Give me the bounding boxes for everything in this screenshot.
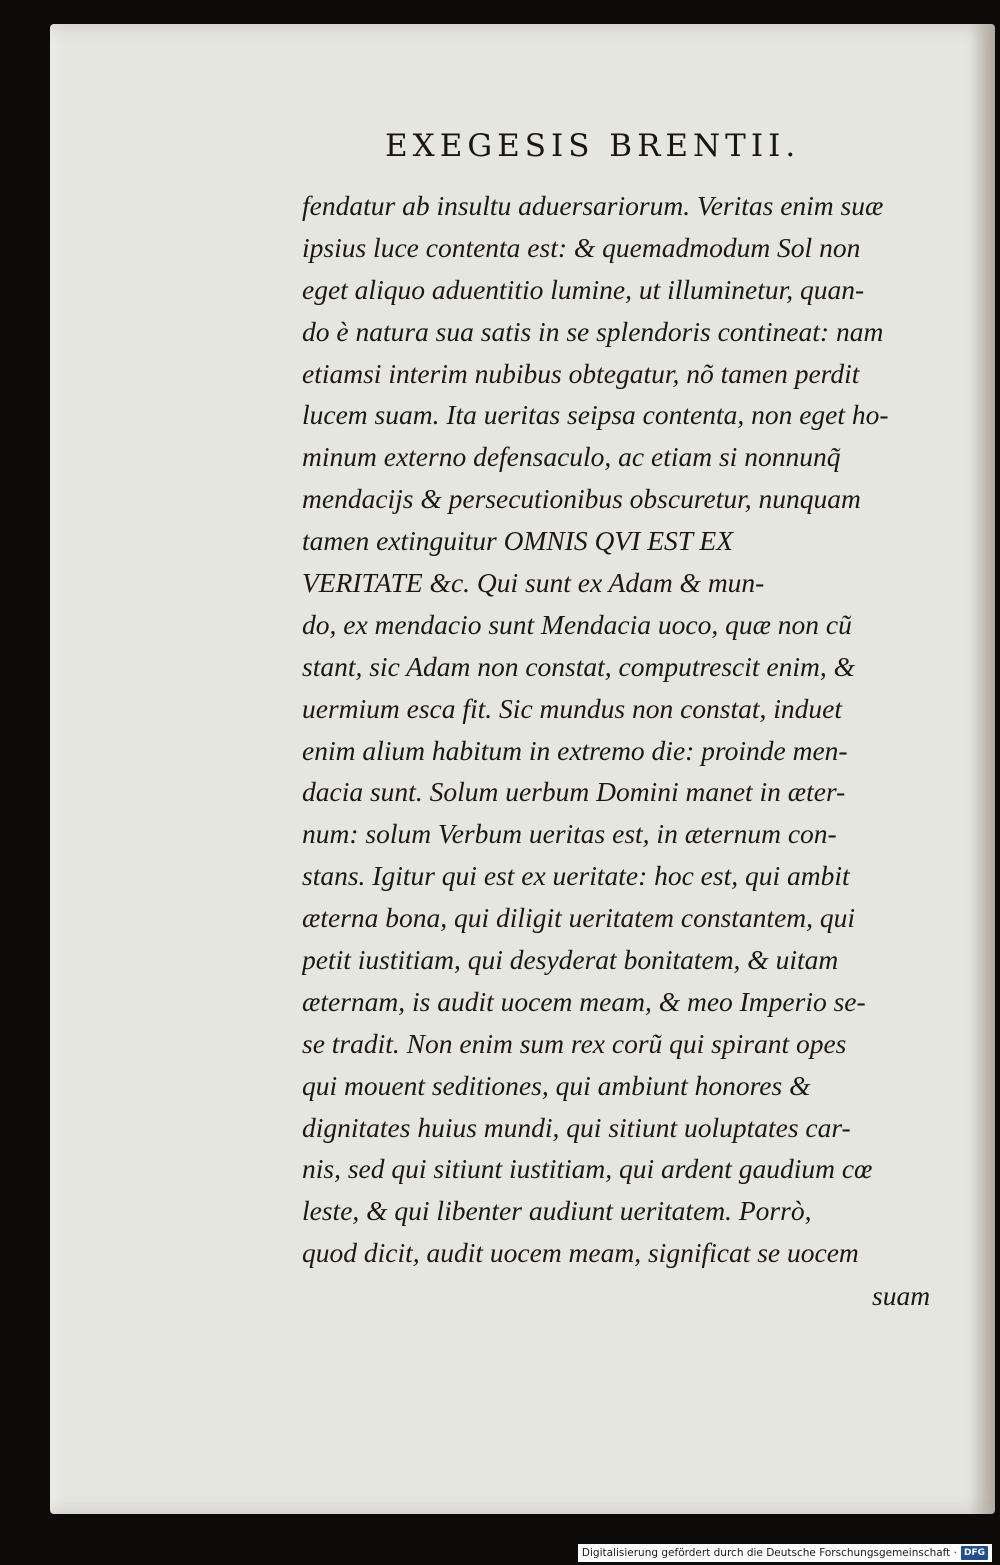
text-line: eget aliquo aduentitio lumine, ut illuminetur, quan- [302,273,865,305]
text-line: do è natura sua satis in se splendoris contineat: nam [302,315,884,347]
page-edge-shadow [969,24,995,1514]
text-line: fendatur ab insultu aduersariorum. Veritas enim suæ [302,190,884,221]
text-line: VERITATE &c. Qui sunt ex Adam & mun- [302,567,765,599]
text-line: ipsius luce contenta est: & quemadmodum Sol non [302,231,861,263]
text-line: qui mouent seditiones, qui ambiunt honores & [302,1069,811,1101]
text-line: enim alium habitum in extremo die: proinde men- [302,734,848,766]
dfg-logo-icon: DFG [961,1546,988,1560]
text-line: petit iustitiam, qui desyderat bonitatem, & uitam [302,944,839,976]
text-line: se tradit. Non enim sum rex corũ qui spirant opes [302,1027,847,1059]
text-line: etiamsi interim nubibus obtegatur, nõ tamen perdit [302,357,860,389]
text-line: quod dicit, audit uocem meam, significat se uocem [302,1237,859,1269]
text-line: do, ex mendacio sunt Mendacia uoco, quæ non cũ [302,608,852,640]
text-line: stant, sic Adam non constat, computrescit enim, & [302,650,856,682]
text-line: stans. Igitur qui est ex ueritate: hoc est, qui ambit [302,860,850,892]
text-line: æternam, is audit uocem meam, & meo Imperio se- [302,985,866,1017]
text-line: leste, & qui libenter audiunt ueritatem. Porrò, [302,1195,812,1227]
text-line: tamen extinguitur OMNIS QVI EST EX [302,525,734,557]
text-line: minum externo defensaculo, ac etiam si nonnunq̃ [302,441,841,473]
text-line: nis, sed qui sitiunt iustitiam, qui ardent gaudium cœ [302,1153,873,1185]
text-line: dignitates huius mundi, qui sitiunt uoluptates car- [302,1111,851,1143]
funding-credit [578,1544,992,1562]
text-line: mendacijs & persecutionibus obscuretur, nunquam [302,483,861,515]
text-line: æterna bona, qui diligit ueritatem constantem, qui [302,902,856,934]
running-header: EXEGESIS BRENTII. [385,128,801,164]
text-line: uermium esca fit. Sic mundus non constat, induet [302,692,843,724]
text-line: dacia sunt. Solum uerbum Domini manet in æter- [302,776,846,808]
text-line: lucem suam. Ita ueritas seipsa contenta, non eget ho- [302,399,889,431]
text-line: num: solum Verbum ueritas est, in æternum con- [302,818,837,850]
body-text [302,185,942,1274]
funding-credit-text: Digitalisierung gefördert durch die Deutsche Forschungsgemeinschaft · [581,1547,957,1559]
catchword: suam [872,1280,931,1311]
